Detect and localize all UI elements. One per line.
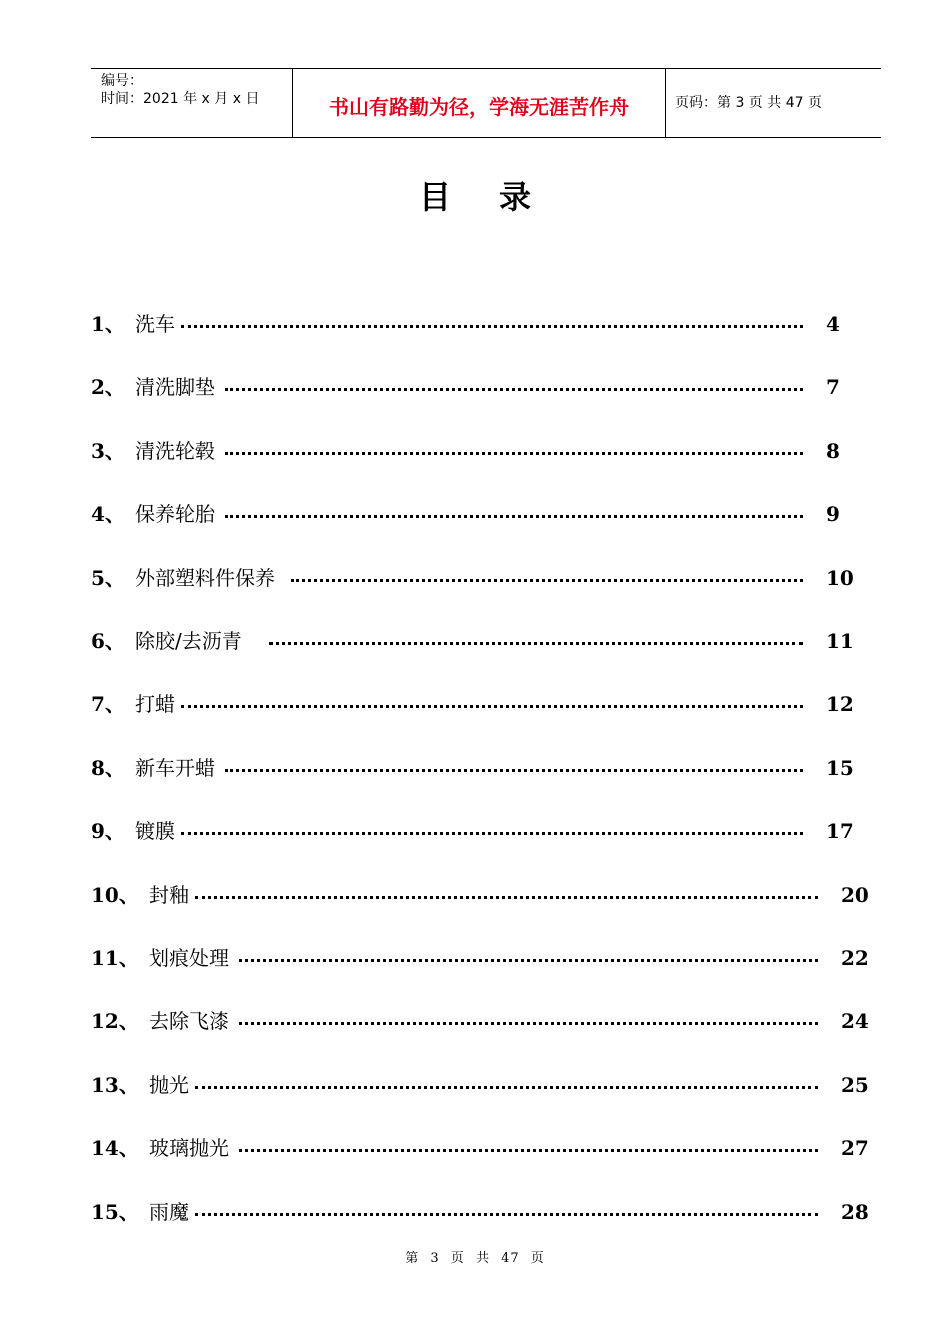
toc-item-number: 7、	[91, 692, 125, 717]
footer-mid: 页	[450, 1251, 465, 1266]
toc-item	[91, 944, 881, 972]
toc-item-leader	[181, 817, 803, 835]
footer-total-prefix: 共	[475, 1251, 490, 1266]
toc-item	[91, 817, 881, 845]
toc-item	[91, 1198, 881, 1226]
header-motto-cell	[293, 69, 666, 137]
toc-item-label: 封釉	[149, 882, 189, 907]
toc-item-page: 7	[826, 375, 840, 400]
toc-item-number: 9、	[91, 819, 125, 844]
toc-item-leader	[291, 564, 803, 582]
toc-item	[91, 754, 881, 782]
toc-item-number: 1、	[91, 312, 125, 336]
toc-item-leader	[195, 1198, 818, 1216]
header-motto: 书山有路勤为径，学海无涯苦作舟	[329, 95, 629, 119]
toc-item-label: 打蜡	[135, 692, 175, 717]
toc-item-leader	[239, 944, 818, 962]
toc-item-page: 25	[841, 1072, 869, 1097]
toc-item-page: 11	[826, 629, 854, 653]
toc-item-leader	[239, 1134, 818, 1152]
toc-item-number: 12、	[91, 1009, 139, 1034]
toc-item-leader	[195, 1071, 818, 1089]
toc-item-leader	[195, 881, 818, 899]
toc-item	[91, 1071, 881, 1099]
toc-item-leader	[269, 627, 803, 645]
toc-item-label: 保养轮胎	[135, 502, 215, 527]
toc-item	[91, 1134, 881, 1162]
toc-item-page: 10	[826, 565, 854, 590]
toc-item-label: 玻璃抛光	[149, 1136, 229, 1161]
toc-item-leader	[239, 1007, 818, 1025]
page-title: 目录	[418, 178, 579, 216]
toc-item-label: 雨魔	[149, 1199, 189, 1224]
header-meta	[91, 69, 293, 137]
toc-item-page: 17	[826, 819, 854, 844]
toc-item-number: 10、	[91, 882, 139, 907]
page-header	[91, 68, 881, 138]
toc-item-label: 去除飞漆	[149, 1009, 229, 1034]
toc-item-page: 24	[841, 1009, 869, 1034]
toc-item-leader	[225, 437, 803, 455]
toc-item-page: 20	[841, 882, 869, 907]
toc-item	[91, 500, 881, 528]
toc-item-leader	[181, 310, 803, 328]
toc-item-page: 4	[826, 312, 840, 336]
toc-item-page: 27	[841, 1136, 869, 1161]
toc-item-label: 洗车	[135, 312, 175, 336]
toc-item-number: 14、	[91, 1136, 139, 1161]
toc-item-number: 6、	[91, 629, 125, 653]
toc-item-label: 抛光	[149, 1072, 189, 1097]
toc-item-page: 8	[826, 438, 840, 463]
toc-item	[91, 881, 881, 909]
toc-item-label: 划痕处理	[149, 946, 229, 970]
footer-prefix: 第	[405, 1251, 420, 1266]
footer-total-pages: 47	[501, 1251, 520, 1266]
toc-item-number: 3、	[91, 438, 125, 463]
toc-item-label: 外部塑料件保养	[135, 565, 275, 590]
header-number: 编号：	[101, 73, 143, 89]
toc-item-leader	[181, 690, 803, 708]
toc-item-number: 8、	[91, 755, 125, 780]
toc-item	[91, 690, 881, 718]
toc-item	[91, 373, 881, 401]
toc-item	[91, 1007, 881, 1035]
page-footer	[0, 1247, 950, 1266]
toc-item-number: 15、	[91, 1199, 139, 1224]
toc-item	[91, 627, 881, 655]
toc-item-number: 5、	[91, 565, 125, 590]
toc-item-number: 13、	[91, 1072, 139, 1097]
toc-item	[91, 564, 881, 592]
toc-item-page: 15	[826, 755, 854, 780]
toc-item	[91, 310, 881, 338]
header-page-cell	[666, 69, 881, 137]
toc-item-page: 28	[841, 1199, 869, 1224]
footer-suffix: 页	[530, 1251, 545, 1266]
toc-item-leader	[225, 754, 803, 772]
toc-item-label: 清洗脚垫	[135, 375, 215, 400]
header-time: 时间：2021 年 x 月 x 日	[101, 91, 260, 107]
header-page-info: 页码：第 3 页 共 47 页	[675, 95, 822, 111]
toc-item-page: 22	[841, 946, 869, 970]
toc-item-number: 4、	[91, 502, 125, 527]
toc-item-label: 清洗轮毂	[135, 438, 215, 463]
footer-current-page: 3	[430, 1251, 440, 1266]
toc-item-page: 9	[826, 502, 840, 527]
toc-item-number: 11、	[91, 946, 139, 970]
toc-item-leader	[225, 500, 803, 518]
toc-item-leader	[225, 373, 803, 391]
toc-item	[91, 437, 881, 465]
toc-item-label: 新车开蜡	[135, 755, 215, 780]
toc-item-page: 12	[826, 692, 854, 717]
toc-item-label: 除胶/去沥青	[135, 629, 242, 653]
toc-item-label: 镀膜	[135, 819, 175, 844]
toc-item-number: 2、	[91, 375, 125, 400]
